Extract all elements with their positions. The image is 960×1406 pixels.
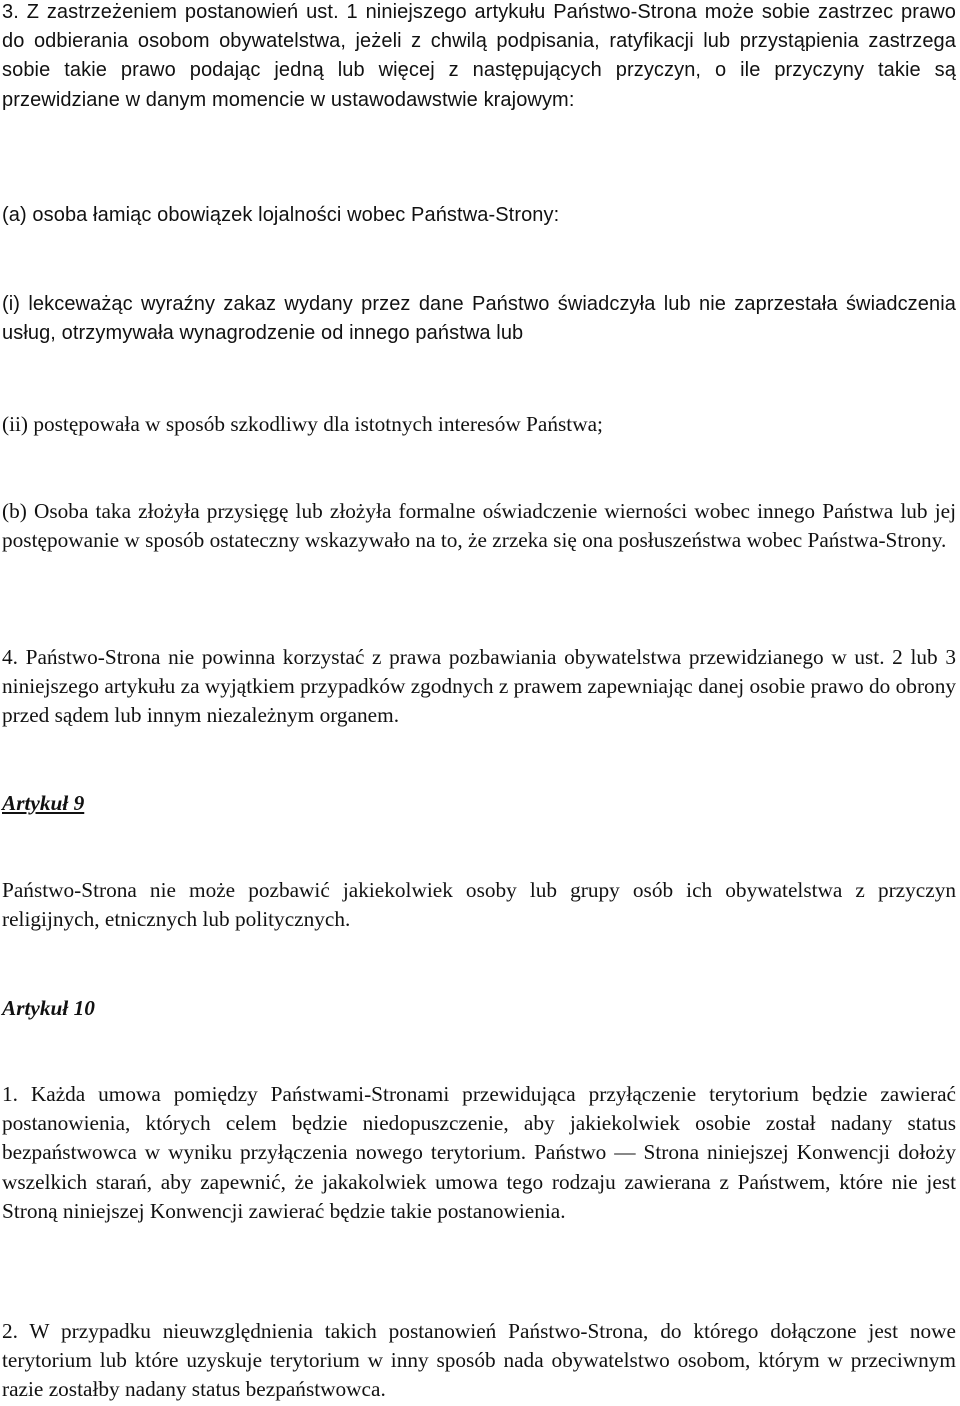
paragraph-4: 4. Państwo-Strona nie powinna korzystać z prawa pozbawiania obywatelstwa przewidzianego w ust. 2 lub 3 niniejszego artykułu za wyjątkiem przypadków zgodnych z prawem zapewniając danej osobie prawo do obrony przed sądem lub innym niezależnym organem. — [2, 645, 956, 728]
paragraph-article-10-1: 1. Każda umowa pomiędzy Państwami-Stronami przewidująca przyłączenie terytorium będzie zawierać postanowienia, których celem będzie niedopuszczenie, aby jakiekolwiek osobie został nadany status bezpaństwowca w wyniku przyłączenia nowego terytorium. Państwo — Strona niniejszej Konwencji dołoży wszelkich starań, aby zapewnić, że jakakolwiek umowa tego rodzaju zawierana z Państwem, które nie jest Stroną niniejszej Konwencji zawierać będzie takie postanowienia. — [2, 1082, 956, 1223]
paragraph-a: (a) osoba łamiąc obowiązek lojalności wobec Państwa-Strony: — [2, 204, 560, 226]
paragraph-article-10-2: 2. W przypadku nieuwzględnienia takich postanowień Państwo-Strona, do którego dołączone jest nowe terytorium lub które uzyskuje terytorium w inny sposób nada obywatelstwo osobom, którym w przeciwnym razie zostałby nadany status bezpaństwowca. — [2, 1319, 956, 1402]
paragraph-3: 3. Z zastrzeżeniem postanowień ust. 1 niniejszego artykułu Państwo-Strona może sobie zastrzec prawo do odbierania osobom obywatelstwa, jeżeli z chwilą podpisania, ratyfikacji lub przystąpienia zastrzega sobie takie prawo podając jedną lub więcej z następujących przyczyn, o ile przyczyny takie są przewidziane w danym momencie w ustawodawstwie krajowym: — [2, 1, 956, 111]
paragraph-article-9: Państwo-Strona nie może pozbawić jakiekolwiek osoby lub grupy osób ich obywatelstwa z przyczyn religijnych, etnicznych lub politycznych. — [2, 878, 956, 932]
paragraph-i: (i) lekceważąc wyraźny zakaz wydany przez dane Państwo świadczyła lub nie zaprzestała świadczenia usług, otrzymywała wynagrodzenie od innego państwa lub — [2, 293, 956, 345]
paragraph-ii: (ii) postępowała w sposób szkodliwy dla istotnych interesów Państwa; — [2, 412, 603, 436]
heading-article-9: Artykuł 9 — [2, 791, 85, 815]
heading-article-10: Artykuł 10 — [2, 996, 95, 1020]
paragraph-b: (b) Osoba taka złożyła przysięgę lub złożyła formalne oświadczenie wierności wobec innego Państwa lub jej postępowanie w sposób ostateczny wskazywało na to, że zrzeka się ona posłuszeństwa wobec Państwa-Strony. — [2, 499, 956, 553]
